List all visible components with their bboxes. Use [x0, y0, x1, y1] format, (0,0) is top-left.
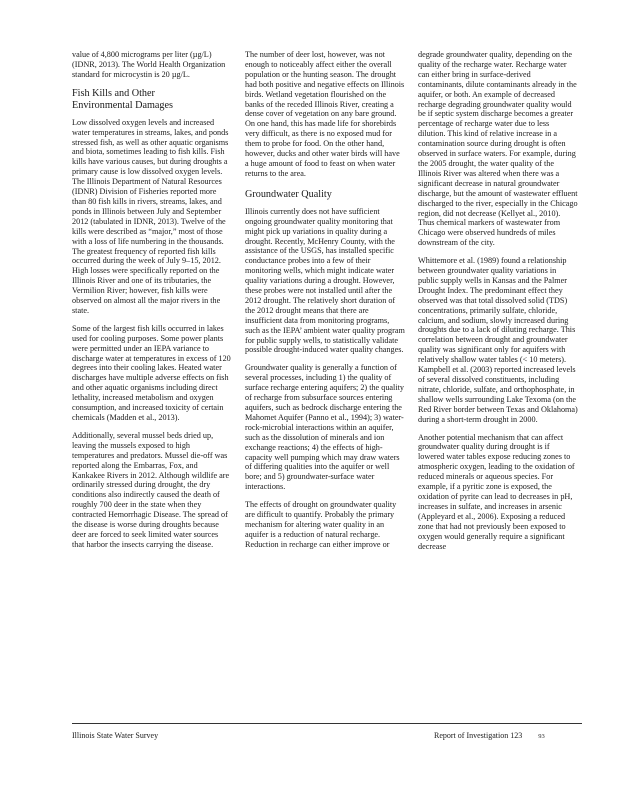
paragraph: The number of deer lost, however, was not enough to noticeably affect either the overall population or the hunting season. The drought had both positive and negative effects on Illinois birds. Wetland vegetation flourished on the banks of the receded Illinois River, creating a dense cover of vegetation on any bare ground. On one hand, this has made life for shorebirds very difficult, as there is no exposed mud for them to probe for food. On the other hand, however, ducks and other water birds will have a huge amount of food to feast on when water returns to the area.	[245, 50, 405, 178]
text-column-middle	[245, 50, 405, 558]
text-column-left	[72, 50, 232, 558]
paragraph: The effects of drought on groundwater quality are difficult to quantify. Probably the primary mechanism for altering water quality in an aquifer is a reduction of natural recharge. Reduction in recharge can either improve or	[245, 500, 397, 549]
footer-divider	[72, 723, 582, 724]
paragraph: Groundwater quality is generally a function of several processes, including 1) the quality of surface recharge entering aquifers; 2) the quality of recharge from subsurface sources entering aquifers, such as bedrock discharge entering the Mahomet Aquifer (Panno et al., 1994); 3) water-rock-microbial interactions within an aquifer, such as the dissolution of minerals and ion exchange reactions; 4) the effects of high-capacity well pumping which may draw waters of differing qualities into the aquifer or well bore; and 5) groundwater-surface water interactions.	[245, 363, 404, 492]
footer-report-title: Report of Investigation 123	[434, 731, 523, 740]
paragraph: degrade groundwater quality, depending on the quality of the recharge water. Recharge water can either bring in surface-derived contaminants, dilute contaminants already in the aquifer, or both. An example of decreased recharge degrading groundwater quality would be if septic system discharge becomes a greater percentage of recharge water due to less dilution. This kind of relative increase in a contamination source during drought is often observed in surface waters. For example, during the 2005 drought, the water quality of the Illinois River was altered when there was a significant decrease in natural groundwater discharge, but the amount of wastewater effluent discharged to the river, especially in the Chicago region, did not decrease (Kellyet al., 2010). Thus chemical markers of wastewater from Chicago were observed hundreds of miles downstream of the city.	[418, 50, 578, 248]
paragraph: Low dissolved oxygen levels and increased water temperatures in streams, lakes, and ponds stressed fish, as well as other aquatic organisms and biota, sometimes leading to fish kills. Fish kills have various causes, but during droughts a primary cause is low dissolved oxygen levels. The Illinois Department of Natural Resources (IDNR) Division of Fisheries reported more than 80 fish kills in rivers, streams, lakes, and ponds in Illinois between July and September 2012 (tabulated in IDNR, 2013). Twelve of the kills were described as “major,” most of those with a loss of life numbering in the thousands. The greatest frequency of reported fish kills occurred during the week of July 9–15, 2012. High losses were specifically reported on the Illinois River and one of its tributaries, the Vermilion River; however, fish kills were observed on almost all the major rivers in the state.	[72, 117, 229, 315]
section-heading-groundwater-quality: Groundwater Quality	[245, 188, 332, 200]
paragraph: value of 4,800 micrograms per liter (µg/L) (IDNR, 2013). The World Health Organization standard for microcystin is 20 µg/L.	[72, 50, 226, 79]
heading-line: Fish Kills and Other	[72, 87, 155, 99]
paragraph: Another potential mechanism that can affect groundwater quality during drought is if lowered water tables expose reducing zones to atmospheric oxygen, leading to the oxidation of reduced minerals or aqueous species. For example, if a pyritic zone is exposed, the oxidation of pyrite can lead to decreases in pH, increases in sulfate, and increases in arsenic (Appleyard et al., 2006). Exposing a reduced zone that had not previously been exposed to oxygen would generally require a significant decrease	[418, 432, 575, 551]
footer-publisher: Illinois State Water Survey	[72, 731, 159, 740]
paragraph: Whittemore et al. (1989) found a relationship between groundwater quality variations in public supply wells in Kansas and the Palmer Drought Index. The predominant effect they observed was that total dissolved solid (TDS) concentrations, primarily sulfate, chloride, calcium, and sodium, slowly increased during droughts due to a lack of diluting recharge. This correlation between drought and groundwater quality was significant only for aquifers with relatively shallow water tables (< 10 meters). Kampbell et al. (2003) reported increased levels of several dissolved constituents, including nitrate, chloride, sulfate, and orthophosphate, in shallow wells surrounding Lake Texoma (on the Red River border between Texas and Oklahoma) during a short-term drought in 2000.	[418, 256, 578, 424]
page-number: 93	[538, 733, 545, 740]
footer-report	[434, 731, 545, 742]
paragraph: Illinois currently does not have sufficient ongoing groundwater quality monitoring that might pick up variations in quality during a drought. Recently, McHenry County, with the assistance of the USGS, has installed specific conductance probes into a few of their monitoring wells, which might indicate water quality variations during a drought. However, these probes were not installed until after the 2012 drought. The relatively short duration of the 2012 drought means that there are insufficient data from monitoring programs, such as the IEPA’ ambient water quality program for public supply wells, to statistically validate possible drought-induced water quality changes.	[245, 206, 405, 355]
heading-line: Environmental Damages	[72, 99, 173, 111]
paragraph: Additionally, several mussel beds dried up, leaving the mussels exposed to high temperatures and predators. Mussel die-off was reported along the Embarras, Fox, and Kankakee Rivers in 2012. Although wildlife are ordinarily stressed during drought, the dry conditions also indirectly caused the death of roughly 700 deer in the state when they contracted Hemorrhagic Disease. The spread of the disease is worse during droughts because deer are forced to seek limited water sources that harbor the insects carrying the disease.	[72, 430, 230, 549]
paragraph: Some of the largest fish kills occurred in lakes used for cooling purposes. Some power plants were permitted under an IEPA variance to discharge water at temperatures in excess of 120 degrees into their cooling lakes. Heated water discharges have multiple adverse effects on fish and other aquatic organisms including direct lethality, increased metabolism and oxygen consumption, and increased toxicity of certain chemicals (Madden et al., 2013).	[72, 323, 231, 422]
text-column-right	[418, 50, 578, 559]
section-heading-fish-kills	[72, 88, 232, 112]
